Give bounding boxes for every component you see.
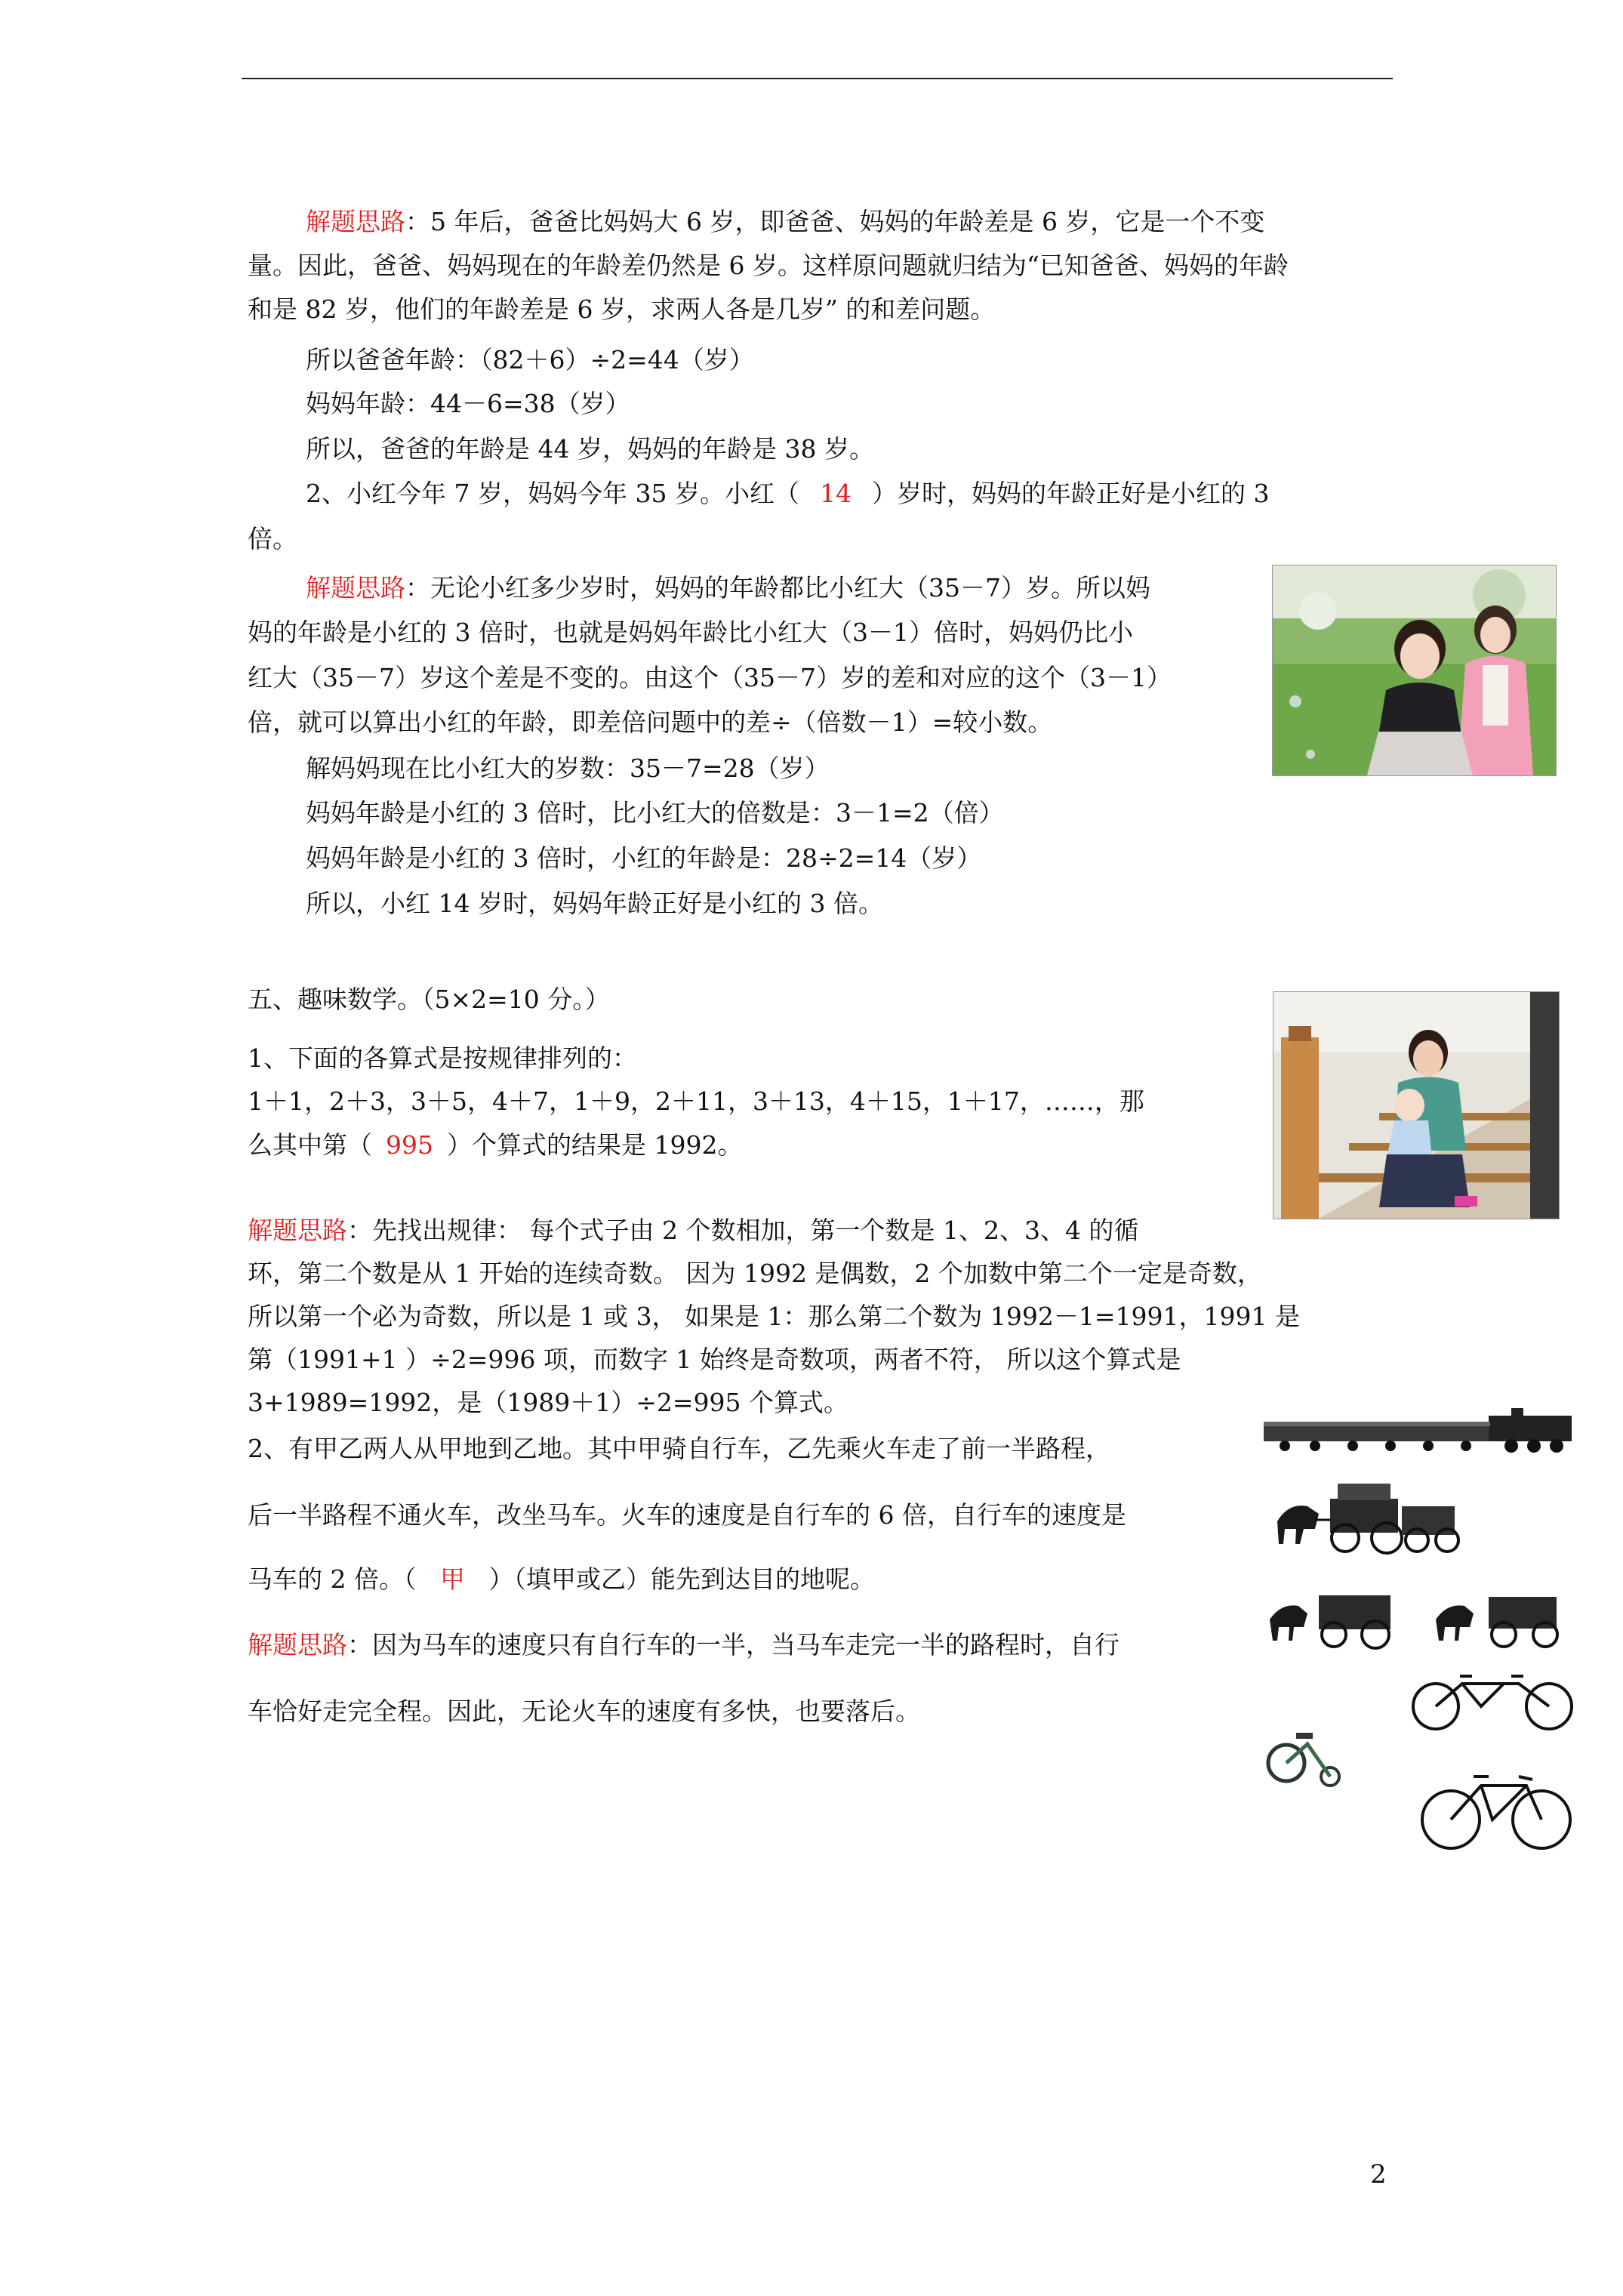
question-line [248, 1563, 875, 1596]
text-line: 妈妈年龄是小红的 3 倍时，小红的年龄是：28÷2=14（岁） [306, 843, 982, 873]
question-text: 马车的 2 倍。（ [248, 1564, 417, 1594]
text-line: 第（1991+1 ）÷2=996 项，而数字 1 始终是奇数项，两者不符， 所以这个算式是 [248, 1345, 1181, 1374]
question-line: 后一半路程不通火车，改坐马车。火车的速度是自行车的 6 倍，自行车的速度是 [248, 1500, 1126, 1530]
bicycle-icon [1422, 1777, 1570, 1848]
text-line: 环，第二个数是从 1 开始的连续奇数。 因为 1992 是偶数，2 个加数中第二个一定是奇数， [248, 1259, 1262, 1288]
answer-value: 14 [819, 479, 852, 508]
text-line: 倍。 [248, 524, 297, 553]
text-line: 所以，爸爸的年龄是 44 岁，妈妈的年龄是 38 岁。 [306, 434, 874, 464]
text-line: 妈的年龄是小红的 3 倍时，也就是妈妈年龄比小红大（3－1）倍时，妈妈仍比小 [248, 618, 1133, 647]
text-line: 倍，就可以算出小红的年龄，即差倍问题中的差÷（倍数－1）=较小数。 [248, 707, 1053, 737]
text-line: 量。因此，爸爸、妈妈现在的年龄差仍然是 6 岁。这样原问题就归结为“已知爸爸、妈妈的年龄 [248, 251, 1289, 280]
text-line: 解妈妈现在比小红大的岁数：35－7=28（岁） [306, 754, 830, 783]
solution-label: 解题思路 [248, 1216, 347, 1245]
text-line: 1＋1，2＋3，3＋5，4＋7，1＋9，2＋11，3＋13，4＋15，1＋17，……，那 [248, 1086, 1144, 1116]
vehicles-illustration [1262, 1408, 1579, 1869]
text-line: 3+1989=1992，是（1989＋1）÷2=995 个算式。 [248, 1388, 849, 1417]
question-text: ）岁时，妈妈的年龄正好是小红的 3 [871, 479, 1270, 508]
solution-text: ：无论小红多少岁时，妈妈的年龄都比小红大（35－7）岁。所以妈 [405, 573, 1150, 603]
text-line: 所以，小红 14 岁时，妈妈年龄正好是小红的 3 倍。 [306, 889, 883, 918]
answer-value: 甲 [439, 1564, 465, 1594]
section-heading: 五、趣味数学。（5×2=10 分。） [248, 985, 610, 1014]
text-line: 车恰好走完全程。因此，无论火车的速度有多快，也要落后。 [248, 1697, 920, 1726]
solution-line [306, 572, 1150, 605]
question-text: 2、小红今年 7 岁，妈妈今年 35 岁。小红（ [306, 479, 799, 508]
horse-carriage-icon [1277, 1484, 1458, 1553]
solution-label: 解题思路 [248, 1630, 347, 1660]
text-line: 所以爸爸年龄：（82＋6）÷2=44（岁） [306, 345, 754, 374]
solution-label: 解题思路 [306, 207, 405, 236]
tricycle-icon [1268, 1733, 1339, 1786]
text-line: 所以第一个必为奇数，所以是 1 或 3， 如果是 1：那么第二个数为 1992－1=1991，1991 是 [248, 1302, 1301, 1331]
solution-line [248, 1629, 1119, 1662]
text-line: 妈妈年龄是小红的 3 倍时，比小红大的倍数是：3－1=2（倍） [306, 798, 1004, 827]
solution-line [248, 1214, 1138, 1247]
page-number: 2 [1370, 2159, 1387, 2190]
header-rule [242, 78, 1393, 79]
solution-text: ：先找出规律： 每个式子由 2 个数相加，第一个数是 1、2、3、4 的循 [347, 1216, 1139, 1245]
solution-text: ：5 年后，爸爸比妈妈大 6 岁，即爸爸、妈妈的年龄差是 6 岁，它是一个不变 [405, 207, 1265, 236]
question-text: ）个算式的结果是 1992。 [447, 1130, 743, 1160]
text-line: 1、下面的各算式是按规律排列的： [248, 1043, 637, 1073]
question-line [248, 1129, 742, 1162]
train-icon [1264, 1408, 1572, 1453]
text-line: 妈妈年龄：44－6=38（岁） [306, 389, 630, 418]
text-line: 红大（35－7）岁这个差是不变的。由这个（35－7）岁的差和对应的这个（3－1） [248, 663, 1172, 692]
solution-line [306, 205, 1264, 239]
question-text: 么其中第（ [248, 1130, 372, 1160]
question-line [306, 477, 1269, 510]
solution-text: ：因为马车的速度只有自行车的一半，当马车走完一半的路程时，自行 [347, 1630, 1119, 1660]
mother-baby-photo [1273, 991, 1560, 1219]
text-line: 和是 82 岁，他们的年龄差是 6 岁，求两人各是几岁” 的和差问题。 [248, 294, 996, 324]
horse-coach-icon [1270, 1595, 1557, 1648]
mother-daughter-photo [1272, 565, 1557, 776]
question-line: 2、有甲乙两人从甲地到乙地。其中甲骑自行车，乙先乘火车走了前一半路程， [248, 1434, 1110, 1463]
answer-value: 995 [386, 1130, 433, 1160]
question-text: ）（填甲或乙）能先到达目的地呢。 [488, 1564, 875, 1594]
solution-label: 解题思路 [306, 573, 405, 603]
tandem-bicycle-icon [1413, 1676, 1572, 1729]
